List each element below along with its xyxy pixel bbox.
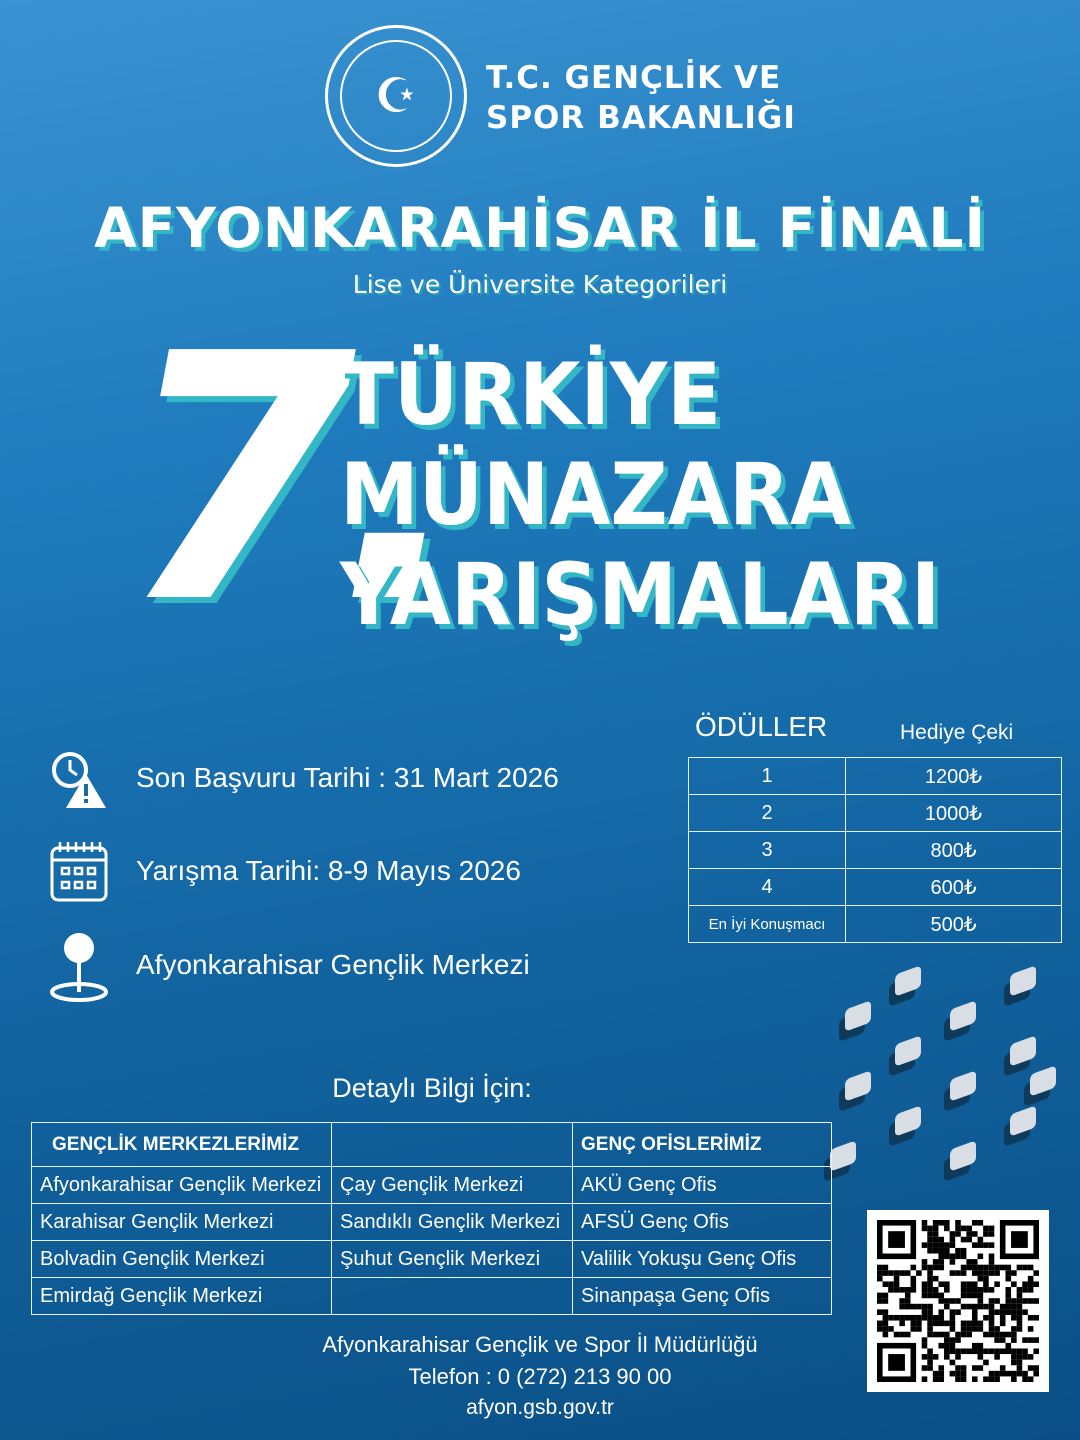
contact-header-row (32, 1123, 832, 1167)
footer-phone: Telefon : 0 (272) 213 90 00 (408, 1364, 672, 1389)
prize-amount: 600₺ (846, 869, 1062, 906)
application-deadline: Son Başvuru Tarihi : 31 Mart 2026 (136, 762, 559, 793)
contact-heading: Detaylı Bilgi İçin: (332, 1073, 532, 1103)
chat-bubble-icon (895, 1035, 921, 1066)
contact-cell: Valilik Yokuşu Genç Ofis (573, 1241, 832, 1278)
contact-cell: AFSÜ Genç Ofis (573, 1204, 832, 1241)
chat-bubble-icon (845, 1000, 871, 1031)
chat-bubble-icon (895, 965, 921, 996)
event-title-line-3: YARIŞMALARI (340, 545, 941, 645)
prize-row (689, 758, 1062, 795)
location-pin-icon (48, 932, 110, 1004)
contact-row (32, 1204, 832, 1241)
calendar-icon (48, 840, 110, 902)
ministry-line-2: SPOR BAKANLIĞI (486, 100, 796, 136)
chat-bubble-icon (1010, 1035, 1036, 1066)
chat-bubble-icon (950, 1140, 976, 1171)
contact-cell: Şuhut Gençlik Merkezi (332, 1241, 573, 1278)
prize-rank: 2 (689, 795, 846, 832)
contact-cell: Sandıklı Gençlik Merkezi (332, 1204, 573, 1241)
prize-rank: En İyi Konuşmacı (689, 906, 846, 943)
chat-bubble-icon (830, 1140, 856, 1171)
ministry-line-1: T.C. GENÇLİK VE (486, 60, 782, 96)
prize-rank: 4 (689, 869, 846, 906)
chat-bubble-icon (1010, 1105, 1036, 1136)
footer-website[interactable]: afyon.gsb.gov.tr (466, 1396, 614, 1419)
ministry-emblem-icon: ☪ (340, 40, 452, 152)
contact-row (32, 1278, 832, 1315)
column-header: GENÇ OFİSLERİMİZ (573, 1123, 832, 1167)
clock-warning-icon (48, 748, 110, 810)
contact-cell: Sinanpaşa Genç Ofis (573, 1278, 832, 1315)
prize-row (689, 906, 1062, 943)
chat-bubble-icon (895, 1105, 921, 1136)
prize-rank: 3 (689, 832, 846, 869)
ministry-name (486, 58, 796, 138)
prize-amount: 1200₺ (846, 758, 1062, 795)
column-header: GENÇLİK MERKEZLERİMİZ (32, 1123, 332, 1167)
prize-amount: 500₺ (846, 906, 1062, 943)
contact-table (31, 1122, 832, 1315)
contact-cell: Çay Gençlik Merkezi (332, 1167, 573, 1204)
chat-bubble-icon (950, 1070, 976, 1101)
prize-amount: 800₺ (846, 832, 1062, 869)
chat-bubble-icon (950, 1000, 976, 1031)
column-header (332, 1123, 573, 1167)
prize-row (689, 832, 1062, 869)
contact-cell: Afyonkarahisar Gençlik Merkezi (32, 1167, 332, 1204)
prizes-column-label: Hediye Çeki (900, 721, 1014, 744)
venue: Afyonkarahisar Gençlik Merkezi (136, 949, 530, 980)
prize-amount: 1000₺ (846, 795, 1062, 832)
contact-cell: Emirdağ Gençlik Merkezi (32, 1278, 332, 1315)
contact-cell (332, 1278, 573, 1315)
decorative-chat-icons (830, 960, 1080, 1210)
event-title-line-1: TÜRKİYE (340, 345, 722, 445)
competition-date: Yarışma Tarihi: 8-9 Mayıs 2026 (136, 855, 521, 886)
prize-row (689, 869, 1062, 906)
prizes-title: ÖDÜLLER (695, 711, 828, 742)
prize-row (689, 795, 1062, 832)
contact-cell: Karahisar Gençlik Merkezi (32, 1204, 332, 1241)
contact-row (32, 1241, 832, 1278)
event-title-line-2: MÜNAZARA (340, 445, 852, 545)
chat-bubble-icon (1030, 1065, 1056, 1096)
page-title: AFYONKARAHİSAR İL FİNALİ (94, 196, 986, 260)
contact-row (32, 1167, 832, 1204)
footer-org: Afyonkarahisar Gençlik ve Spor İl Müdürlüğü (322, 1332, 758, 1357)
contact-cell: AKÜ Genç Ofis (573, 1167, 832, 1204)
prize-rank: 1 (689, 758, 846, 795)
ministry-logo (325, 25, 467, 167)
prizes-table (688, 757, 1062, 943)
subtitle: Lise ve Üniversite Kategorileri (352, 270, 728, 299)
chat-bubble-icon (1010, 965, 1036, 996)
contact-cell: Bolvadin Gençlik Merkezi (32, 1241, 332, 1278)
event-number: 7. (120, 282, 446, 678)
